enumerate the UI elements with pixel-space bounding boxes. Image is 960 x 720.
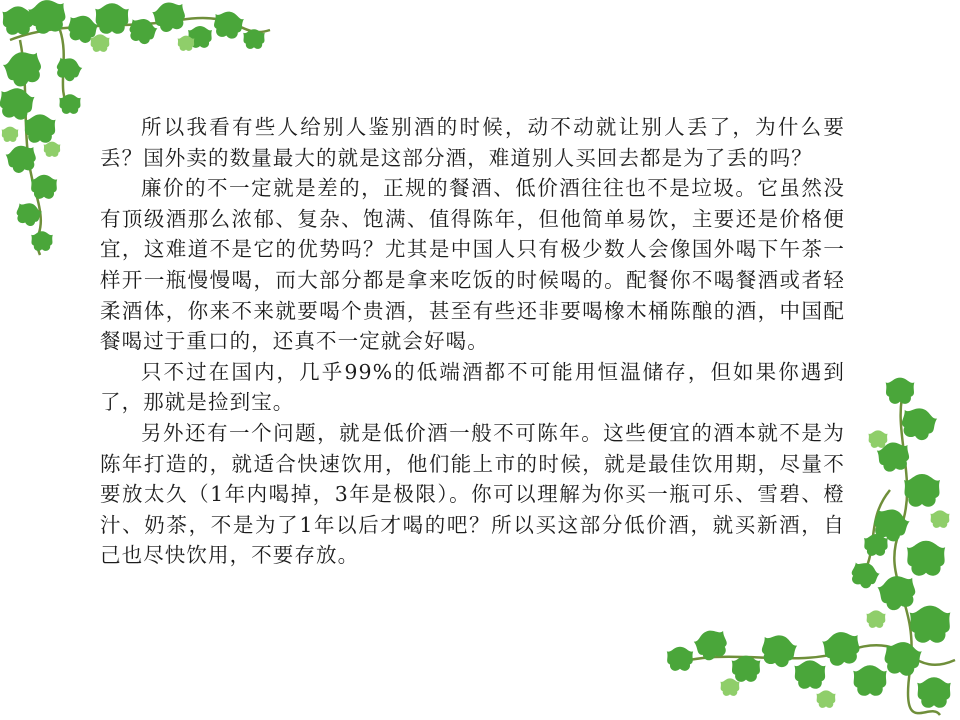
- paragraph-3: 只不过在国内，几乎99%的低端酒都不可能用恒温储存，但如果你遇到了，那就是捡到宝。: [100, 359, 845, 415]
- paragraph-4: 另外还有一个问题，就是低价酒一般不可陈年。这些便宜的酒本就不是为陈年打造的，就适合快速饮用，他们能上市的时候，就是最佳饮用期，尽量不要放太久（1年内喝掉，3年是极限）。你可以理解为你买一瓶可乐、雪碧、橙汁、奶茶，不是为了1年以后才喝的吧？所以买这部分低价酒，就买新酒，自己也尽快饮用，不要存放。: [100, 420, 845, 568]
- article-body: [100, 112, 845, 571]
- paragraph-2: 廉价的不一定就是差的，正规的餐酒、低价酒往往也不是垃圾。它虽然没有顶级酒那么浓郁、复杂、饱满、值得陈年，但他简单易饮，主要还是价格便宜，这难道不是它的优势吗？尤其是中国人只有极少数人会像国外喝下午茶一样开一瓶慢慢喝，而大部分都是拿来吃饭的时候喝的。配餐你不喝餐酒或者轻柔酒体，你来不来就要喝个贵酒，甚至有些还非要喝橡木桶陈酿的酒，中国配餐喝过于重口的，还真不一定就会好喝。: [100, 176, 845, 354]
- paragraph-1: 所以我看有些人给别人鉴别酒的时候，动不动就让别人丢了，为什么要丢？国外卖的数量最大的就是这部分酒，难道别人买回去都是为了丢的吗？: [100, 115, 845, 170]
